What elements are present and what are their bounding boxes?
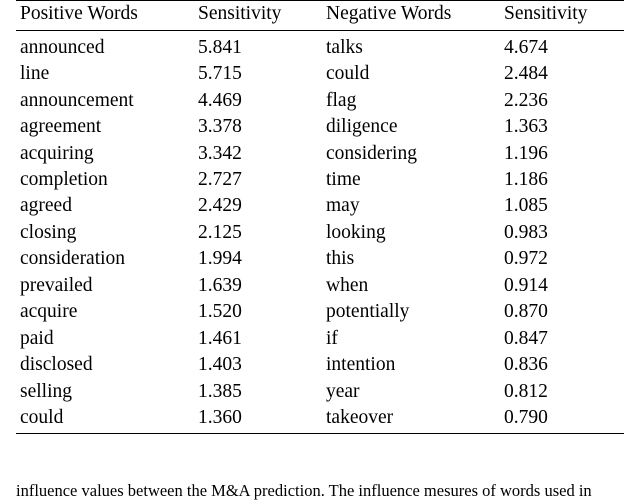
- positive-word: announced: [20, 36, 105, 58]
- negative-word: could: [326, 63, 370, 85]
- positive-word: could: [16, 404, 194, 433]
- negative-word: flag: [326, 89, 357, 111]
- table-row: [16, 30, 624, 60]
- table-row: [16, 378, 624, 404]
- table-row: [16, 299, 624, 325]
- positive-word: acquire: [20, 301, 78, 323]
- negative-sensitivity: 2.236: [504, 89, 548, 111]
- positive-sensitivity: 3.378: [198, 116, 242, 138]
- table-row: [16, 404, 624, 433]
- sensitivity-table: [16, 0, 624, 434]
- positive-word: agreement: [20, 116, 102, 138]
- negative-sensitivity: 0.983: [504, 221, 548, 243]
- negative-word: may: [326, 195, 360, 217]
- negative-sensitivity: 1.186: [504, 169, 548, 191]
- table-header-row: [16, 1, 624, 31]
- positive-sensitivity: 1.639: [198, 274, 242, 296]
- negative-sensitivity: 0.972: [504, 248, 548, 270]
- positive-word: agreed: [20, 195, 72, 217]
- table-row: [16, 219, 624, 245]
- negative-word: time: [326, 169, 361, 191]
- negative-word: potentially: [326, 301, 410, 323]
- positive-sensitivity: 4.469: [198, 89, 242, 111]
- positive-sensitivity: 1.520: [198, 301, 242, 323]
- positive-word: disclosed: [20, 354, 93, 376]
- table-row: [16, 87, 624, 113]
- column-header-negative-sensitivity: Sensitivity: [500, 1, 624, 31]
- table-caption: influence values between the M&A prediction. The influence mesures of words used in: [16, 481, 592, 501]
- table-row: [16, 193, 624, 219]
- positive-sensitivity: 1.360: [194, 404, 322, 433]
- negative-word: if: [326, 327, 338, 349]
- positive-word: consideration: [20, 248, 126, 270]
- table-row: [16, 325, 624, 351]
- table-header: [16, 1, 624, 31]
- positive-word: closing: [20, 221, 77, 243]
- negative-word: takeover: [322, 404, 500, 433]
- positive-sensitivity: 2.125: [198, 221, 242, 243]
- positive-sensitivity: 1.403: [198, 354, 242, 376]
- negative-sensitivity: 1.085: [504, 195, 548, 217]
- positive-word: completion: [20, 169, 108, 191]
- positive-sensitivity: 2.429: [198, 195, 242, 217]
- positive-sensitivity: 5.841: [198, 36, 242, 58]
- negative-word: talks: [326, 36, 363, 58]
- negative-sensitivity: 4.674: [504, 36, 548, 58]
- table-row: [16, 272, 624, 298]
- negative-sensitivity: 1.196: [504, 142, 548, 164]
- table-row: [16, 61, 624, 87]
- table-row: [16, 246, 624, 272]
- negative-sensitivity: 2.484: [504, 63, 548, 85]
- positive-word: line: [20, 63, 50, 85]
- negative-sensitivity: 0.836: [504, 354, 548, 376]
- negative-word: diligence: [326, 116, 398, 138]
- table-row: [16, 167, 624, 193]
- positive-word: announcement: [20, 89, 134, 111]
- positive-word: paid: [20, 327, 54, 349]
- negative-sensitivity: 0.870: [504, 301, 548, 323]
- positive-sensitivity: 5.715: [198, 63, 242, 85]
- negative-sensitivity: 0.812: [504, 380, 548, 402]
- table-row: [16, 352, 624, 378]
- positive-word: acquiring: [20, 142, 94, 164]
- positive-sensitivity: 1.461: [198, 327, 242, 349]
- column-header-negative-words: Negative Words: [322, 1, 500, 31]
- positive-sensitivity: 1.994: [198, 248, 242, 270]
- negative-word: year: [326, 380, 360, 402]
- table-row: [16, 140, 624, 166]
- column-header-positive-words: Positive Words: [16, 1, 194, 31]
- negative-sensitivity: 0.847: [504, 327, 548, 349]
- negative-word: when: [326, 274, 369, 296]
- negative-sensitivity: 0.790: [500, 404, 624, 433]
- table-row: [16, 114, 624, 140]
- positive-sensitivity: 1.385: [198, 380, 242, 402]
- negative-word: this: [326, 248, 355, 270]
- positive-sensitivity: 3.342: [198, 142, 242, 164]
- positive-word: selling: [20, 380, 72, 402]
- negative-word: intention: [326, 354, 396, 376]
- column-header-positive-sensitivity: Sensitivity: [194, 1, 322, 31]
- positive-sensitivity: 2.727: [198, 169, 242, 191]
- negative-word: looking: [326, 221, 386, 243]
- negative-word: considering: [326, 142, 417, 164]
- table-body: [16, 30, 624, 434]
- negative-sensitivity: 0.914: [504, 274, 548, 296]
- negative-sensitivity: 1.363: [504, 116, 548, 138]
- positive-word: prevailed: [20, 274, 93, 296]
